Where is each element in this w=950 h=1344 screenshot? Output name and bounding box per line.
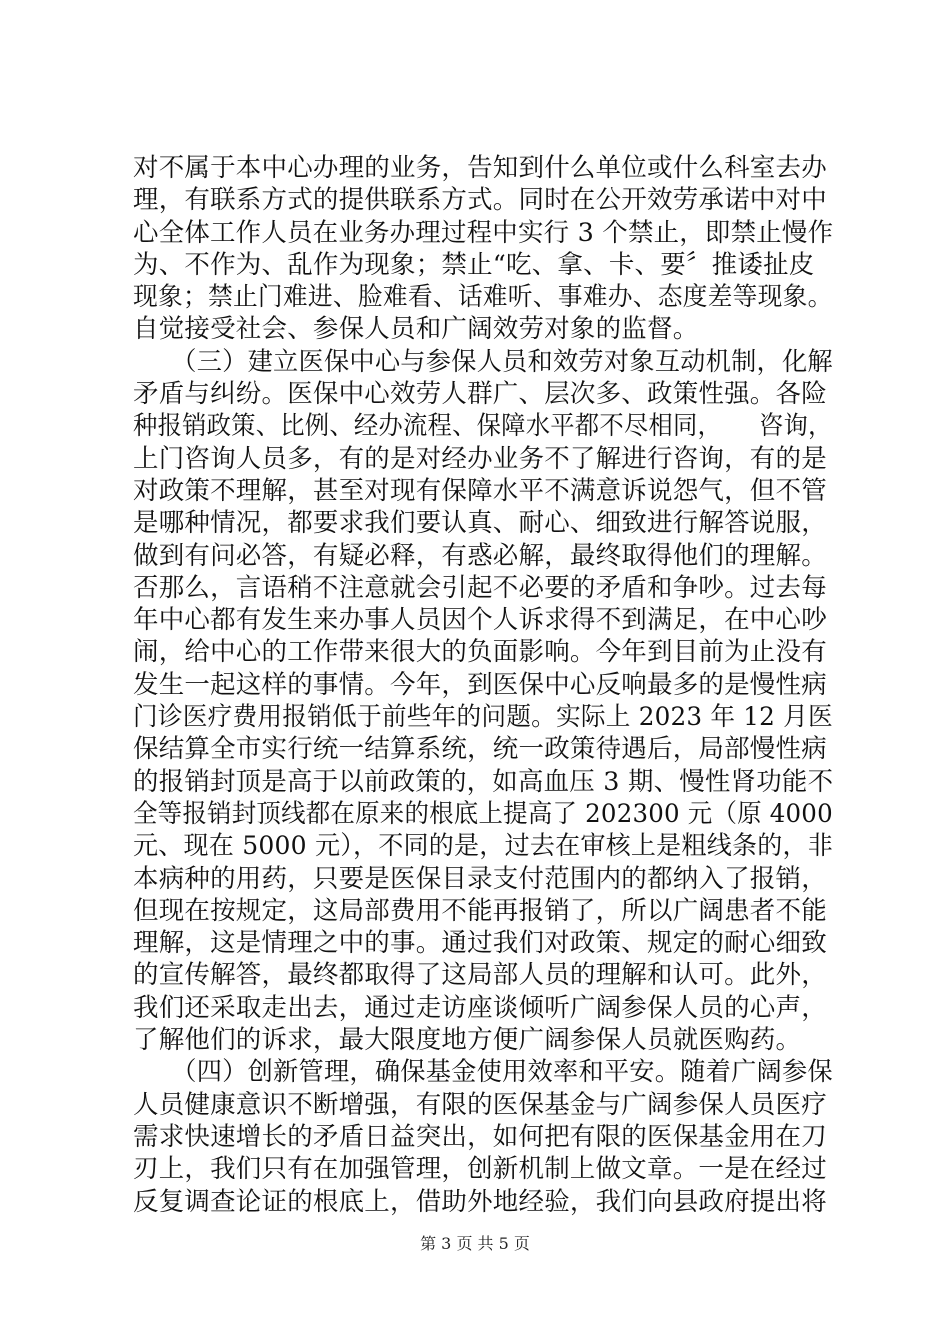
text-line: 元、现在 5000 元），不同的是，过去在审核上是粗线条的，非: [133, 831, 834, 862]
text-line: 理解，这是情理之中的事。通过我们对政策、规定的耐心细致: [133, 928, 827, 959]
text-line: 了解他们的诉求，最大限度地方便广阔参保人员就医购药。: [133, 1025, 802, 1056]
text-line: 但现在按规定，这局部费用不能再报销了，所以广阔患者不能: [133, 895, 827, 926]
text-line: （四）创新管理，确保基金使用效率和平安。随着广阔参保: [133, 1057, 833, 1088]
text-line: 理，有联系方式的提供联系方式。同时在公开效劳承诺中对中: [133, 185, 827, 216]
text-line: 反复调查论证的根底上，借助外地经验，我们向县政府提出将: [133, 1186, 827, 1217]
text-line: 的宣传解答，最终都取得了这局部人员的理解和认可。此外，: [133, 960, 827, 991]
text-line: 门诊医疗费用报销低于前些年的问题。实际上 2023 年 12 月医: [133, 702, 833, 733]
text-line: 保结算全市实行统一结算系统，统一政策待遇后，局部慢性病: [133, 734, 827, 765]
text-line: 对不属于本中心办理的业务，告知到什么单位或什么科室去办: [133, 153, 827, 183]
text-line: 年中心都有发生来办事人员因个人诉求得不到满足，在中心吵: [133, 605, 827, 636]
text-line: 的报销封顶是高于以前政策的，如高血压 3 期、慢性肾功能不: [133, 766, 834, 797]
text-line: 心全体工作人员在业务办理过程中实行 3 个禁止，即禁止慢作: [133, 217, 834, 248]
text-line: 我们还采取走出去，通过走访座谈倾听广阔参保人员的心声，: [133, 992, 827, 1023]
text-line: 刃上，我们只有在加强管理，创新机制上做文章。一是在经过: [133, 1154, 827, 1185]
text-line: （三）建立医保中心与参保人员和效劳对象互动机制，化解: [133, 346, 833, 377]
text-line: 做到有问必答，有疑必释，有惑必解，最终取得他们的理解。: [133, 540, 827, 571]
text-line: 否那么，言语稍不注意就会引起不必要的矛盾和争吵。过去每: [133, 572, 827, 603]
text-line: 矛盾与纠纷。医保中心效劳人群广、层次多、政策性强。各险: [133, 379, 827, 410]
text-line: 是哪种情况，都要求我们要认真、耐心、细致进行解答说服，: [133, 508, 827, 539]
page-footer: 第 3 页 共 5 页: [420, 1234, 530, 1253]
text-line: 上门咨询人员多，有的是对经办业务不了解进行咨询，有的是: [133, 443, 827, 474]
text-line: 发生一起这样的事情。今年，到医保中心反响最多的是慢性病: [133, 669, 827, 700]
text-line: 需求快速增长的矛盾日益突出，如何把有限的医保基金用在刀: [133, 1121, 827, 1152]
text-line: 种报销政策、比例、经办流程、保障水平都不尽相同， 咨询，: [133, 411, 833, 442]
body-text: [133, 152, 833, 1218]
text-line: 对政策不理解，甚至对现有保障水平不满意诉说怨气，但不管: [133, 475, 827, 506]
text-line: 闹，给中心的工作带来很大的负面影响。今年到目前为止没有: [133, 637, 827, 668]
text-line: 人员健康意识不断增强，有限的医保基金与广阔参保人员医疗: [133, 1089, 827, 1120]
text-line: 本病种的用药，只要是医保目录支付范围内的都纳入了报销，: [133, 863, 827, 894]
text-line: 现象；禁止门难进、脸难看、话难听、事难办、态度差等现象。: [133, 282, 833, 313]
text-line: 全等报销封顶线都在原来的根底上提高了 202300 元（原 4000: [133, 798, 833, 829]
text-line: 为、不作为、乱作为现象；禁止“吃、拿、卡、要〞推诿扯皮: [133, 249, 815, 280]
text-line: 自觉接受社会、参保人员和广阔效劳对象的监督。: [133, 314, 699, 345]
